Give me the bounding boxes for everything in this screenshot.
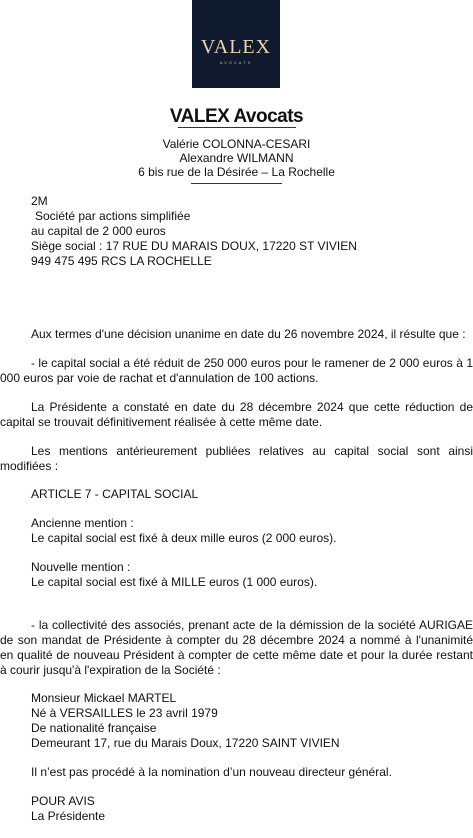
closing-pour-avis: POUR AVIS (31, 794, 95, 808)
old-mention-label: Ancienne mention : (31, 516, 134, 530)
article-heading: ARTICLE 7 - CAPITAL SOCIAL (31, 487, 199, 501)
company-capital: au capital de 2 000 euros (31, 224, 166, 238)
president-address: Demeurant 17, rue du Marais Doux, 17220 SAINT VIVIEN (31, 736, 340, 750)
mentions-paragraph: Les mentions antérieurement publiées relatives au capital social sont ainsi modifiées : (0, 444, 473, 473)
finding-paragraph: La Présidente a constaté en date du 28 décembre 2024 que cette réduction de capital se trouvait définitivement réalisée à cette même date. (0, 400, 473, 429)
company-name: 2M (31, 194, 48, 208)
signature: La Présidente (31, 809, 106, 823)
president-nationality: De nationalité française (31, 721, 157, 735)
old-mention-text: Le capital social est fixé à deux mille euros (2 000 euros). (31, 531, 337, 545)
collective-paragraph: - la collectivité des associés, prenant acte de la démission de la société AURIGAE de son mandat de Présidente à compter du 28 décembre 2024 a nommé à l'unanimité en qualité de nouveau Président à compter de cette même date et pour la durée restant à courir jusqu'à l'expiration de la Société : (0, 618, 473, 677)
firm-partner-2: Alexandre WILMANN (179, 151, 294, 165)
logo-tagline: AVOCATS (219, 60, 253, 65)
intro-paragraph: Aux termes d'une décision unanime en date du 26 novembre 2024, il résulte que : (31, 327, 466, 341)
new-mention-text: Le capital social est fixé à MILLE euros (1 000 euros). (31, 575, 318, 589)
firm-logo (192, 0, 280, 88)
firm-name: VALEX Avocats (169, 106, 304, 127)
president-name: Monsieur Mickael MARTEL (31, 691, 177, 705)
company-seat: Siège social : 17 RUE DU MARAIS DOUX, 17220 ST VIVIEN (31, 239, 357, 253)
company-form: Société par actions simplifiée (35, 209, 191, 223)
firm-partner-1: Valérie COLONNA-CESARI (162, 137, 311, 151)
firm-name-underline (178, 127, 296, 128)
firm-address: 6 bis rue de la Désirée – La Rochelle (138, 165, 335, 179)
no-director-statement: Il n’est pas procédé à la nomination d’un nouveau directeur général. (31, 765, 392, 779)
new-mention-label: Nouvelle mention : (31, 560, 131, 574)
company-rcs: 949 475 495 RCS LA ROCHELLE (31, 254, 212, 268)
president-birth: Né à VERSAILLES le 23 avril 1979 (31, 706, 218, 720)
reduction-paragraph: - le capital social a été réduit de 250 000 euros pour le ramener de 2 000 euros à 1 000 euros par voie de rachat et d'annulation de 100 actions. (0, 356, 473, 385)
logo-mark: VALEX (200, 36, 272, 58)
header-divider (191, 183, 282, 184)
